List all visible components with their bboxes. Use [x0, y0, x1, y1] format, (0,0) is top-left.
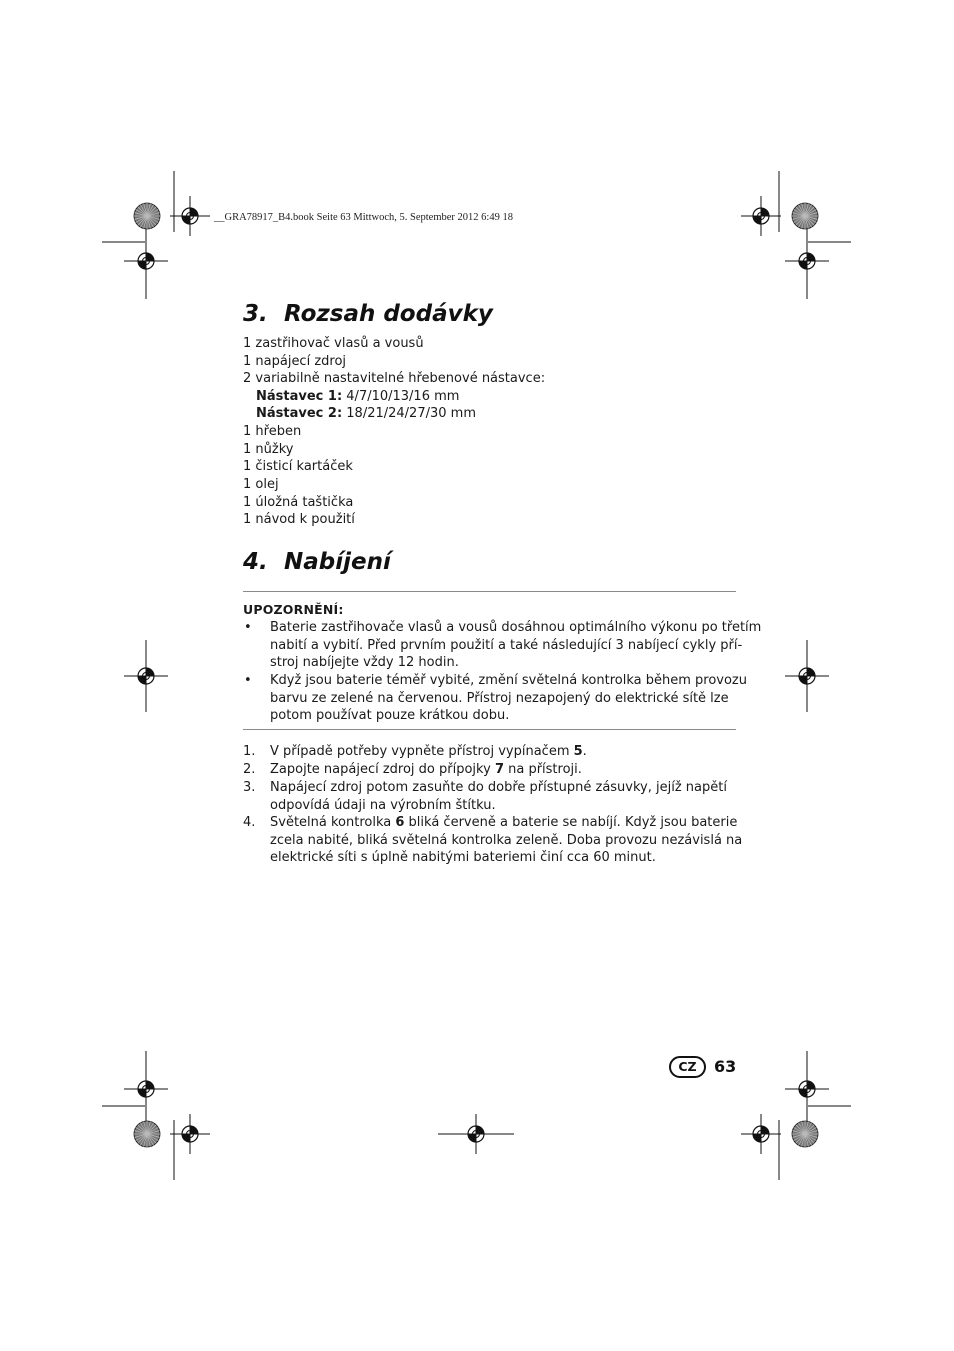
bullet-line: stroj nabíjejte vždy 12 hodin.: [270, 655, 459, 671]
section-3-title: Rozsah dodávky: [284, 301, 493, 327]
crosshair-circle-icon: [741, 1114, 781, 1154]
step-text: Světelná kontrolka 6 bliká červeně a baterie se nabíjí. Když jsou baterie: [270, 815, 738, 830]
list-item: 1 čisticí kartáček: [243, 459, 353, 474]
crosshair-circle-icon: [438, 1114, 514, 1154]
bullet-line: nabití a vybití. Před prvním použití a také následující 3 nabíjecí cykly pří-: [270, 637, 743, 653]
list-item: 1 návod k použití: [243, 512, 355, 527]
section-4-heading: [243, 549, 391, 575]
starburst-color-patch-icon: [134, 203, 160, 229]
section-3-number: 3.: [243, 301, 268, 327]
list-item: 1 hřeben: [243, 424, 302, 439]
note-heading: UPOZORNĚNÍ:: [243, 602, 344, 617]
part-number: 6: [395, 815, 405, 830]
step-text: zcela nabité, bliká světelná kontrolka zeleně. Doba provozu nezávislá na: [270, 832, 743, 848]
attachment-1-line: [256, 388, 459, 406]
bullet-line: Když jsou baterie téměř vybité, změní světelná kontrolka během provozu: [270, 673, 747, 688]
bullet-line: barvu ze zelené na červenou. Přístroj nezapojený do elektrické sítě lze: [270, 690, 729, 706]
list-item: 1 napájecí zdroj: [243, 354, 347, 369]
file-info-header: __GRA78917_B4.book Seite 63 Mittwoch, 5. September 2012 6:49 18: [214, 212, 513, 223]
list-item: 1 nůžky: [243, 442, 294, 457]
list-item: 1 zastřihovač vlasů a vousů: [243, 336, 424, 351]
starburst-color-patch-icon: [792, 203, 818, 229]
note-top-divider: [243, 591, 736, 592]
step-number: 4.: [243, 815, 256, 830]
attachment-2-label: Nástavec 2:: [256, 406, 343, 421]
section-4-title: Nabíjení: [284, 549, 391, 575]
crosshair-circle-icon: [124, 640, 168, 712]
bullet-icon: •: [244, 673, 252, 688]
starburst-color-patch-icon: [792, 1121, 818, 1147]
crosshair-circle-icon: [785, 223, 829, 299]
crosshair-circle-icon: [741, 196, 781, 236]
crosshair-circle-icon: [170, 196, 210, 236]
crosshair-circle-icon: [124, 223, 168, 299]
crosshair-circle-icon: [170, 1114, 210, 1154]
attachment-2-line: [256, 405, 476, 423]
part-number: 5: [573, 744, 583, 759]
bullet-icon: •: [244, 620, 252, 635]
crosshair-circle-icon: [785, 640, 829, 712]
part-number: 7: [494, 762, 504, 777]
bullet-line: Baterie zastřihovače vlasů a vousů dosáhnou optimálního výkonu po třetím: [270, 620, 762, 635]
list-item: 2 variabilně nastavitelné hřebenové nástavce:: [243, 371, 546, 386]
bullet-line: potom používat pouze krátkou dobu.: [270, 708, 510, 724]
list-item: 1 úložná taštička: [243, 495, 354, 510]
step-text: odpovídá údaji na výrobním štítku.: [270, 797, 496, 813]
step-text: Napájecí zdroj potom zasuňte do dobře přístupné zásuvky, jejíž napětí: [270, 780, 727, 795]
starburst-color-patch-icon: [134, 1121, 160, 1147]
step-number: 3.: [243, 780, 256, 795]
list-item: 1 olej: [243, 477, 279, 492]
step-number: 2.: [243, 762, 256, 777]
step-text: Zapojte napájecí zdroj do přípojky 7 na přístroji.: [270, 762, 582, 777]
attachment-2-value: 18/21/24/27/30 mm: [342, 406, 476, 421]
note-bottom-divider: [243, 729, 736, 730]
crosshair-circle-icon: [785, 1051, 829, 1127]
step-text: elektrické síti s úplně nabitými bateriemi činí cca 60 minut.: [270, 850, 656, 866]
step-text: V případě potřeby vypněte přístroj vypínačem 5.: [270, 744, 587, 759]
attachment-1-value: 4/7/10/13/16 mm: [342, 389, 460, 404]
attachment-1-label: Nástavec 1:: [256, 389, 343, 404]
page-number: 63: [714, 1057, 737, 1076]
language-badge: CZ: [669, 1056, 706, 1078]
section-3-heading: [243, 301, 493, 327]
section-4-number: 4.: [243, 549, 268, 575]
step-number: 1.: [243, 744, 256, 759]
crosshair-circle-icon: [124, 1051, 168, 1127]
